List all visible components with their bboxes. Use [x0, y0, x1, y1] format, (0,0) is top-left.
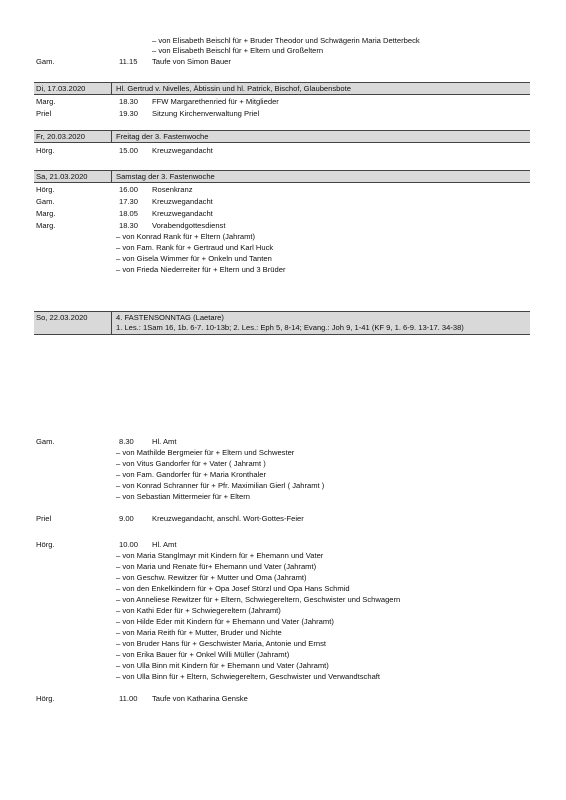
day-title: Samstag der 3. Fastenwoche [116, 172, 215, 181]
intention-line: – von Mathilde Bergmeier für + Eltern und Schwester [116, 448, 295, 457]
event-text: Vorabendgottesdienst [152, 221, 226, 230]
intention-line: – von Vitus Gandorfer für + Vater ( Jahramt ) [116, 459, 266, 468]
event-row [36, 57, 530, 67]
event-text: Kreuzwegandacht [152, 209, 213, 218]
event-text: Hl. Amt [152, 437, 177, 446]
day-date: Di, 17.03.2020 [36, 84, 86, 93]
event-text: FFW Margarethenried für + Mitglieder [152, 97, 279, 106]
event-row [36, 185, 530, 195]
intention-line: – von Fam. Rank für + Gertraud und Karl Huck [116, 243, 274, 252]
intention-line: – von Ulla Binn mit Kindern für + Ehemann und Vater (Jahramt) [116, 661, 329, 670]
intention-line: – von Elisabeth Beischl für + Bruder Theodor und Schwägerin Maria Detterbeck [152, 36, 420, 45]
event-time: 9.00 [119, 514, 134, 523]
event-text: Sitzung Kirchenverwaltung Priel [152, 109, 260, 118]
event-row [36, 97, 530, 107]
event-text: Rosenkranz [152, 185, 193, 194]
intention-line: – von Sebastian Mittermeier für + Eltern [116, 492, 251, 501]
intention-line: – von Hilde Eder mit Kindern für + Ehemann und Vater (Jahramt) [116, 617, 334, 626]
event-time: 18.30 [119, 221, 139, 230]
intention-line: – von Ulla Binn für + Eltern, Schwiegereltern, Geschwister und Verwandtschaft [116, 672, 381, 681]
event-time: 8.30 [119, 437, 134, 446]
header-divider [111, 312, 112, 334]
event-place: Marg. [36, 209, 56, 218]
event-row [36, 209, 530, 219]
event-place: Priel [36, 109, 52, 118]
event-time: 18.05 [119, 209, 139, 218]
event-text: Hl. Amt [152, 540, 177, 549]
header-divider [111, 131, 112, 142]
event-time: 16.00 [119, 185, 139, 194]
day-header [34, 170, 530, 183]
event-text: Taufe von Katharina Genske [152, 694, 248, 703]
intention-line: – von Erika Bauer für + Onkel Willi Müller (Jahramt) [116, 650, 290, 659]
day-header [34, 311, 530, 335]
day-title: 4. FASTENSONNTAG (Laetare) [116, 313, 224, 322]
intention-line: – von den Enkelkindern für + Opa Josef Stürzl und Opa Hans Schmid [116, 584, 350, 593]
event-time: 11.15 [119, 57, 138, 66]
event-text: Kreuzwegandacht [152, 197, 213, 206]
intention-line: – von Konrad Schranner für + Pfr. Maximilian Gierl ( Jahramt ) [116, 481, 325, 490]
intention-line: – von Kathi Eder für + Schwiegereltern (Jahramt) [116, 606, 281, 615]
day-title: Hl. Gertrud v. Nivelles, Äbtissin und hl. Patrick, Bischof, Glaubensbote [116, 84, 351, 93]
intention-line: – von Maria Stanglmayr mit Kindern für + Ehemann und Vater [116, 551, 324, 560]
event-time: 10.00 [119, 540, 139, 549]
intention-line: – von Anneliese Rewitzer für + Eltern, Schwiegereltern, Geschwister und Schwagern [116, 595, 401, 604]
event-place: Gam. [36, 437, 55, 446]
event-place: Hörg. [36, 146, 55, 155]
event-row [36, 146, 530, 156]
event-row [36, 694, 530, 704]
event-place: Hörg. [36, 540, 55, 549]
event-place: Hörg. [36, 185, 55, 194]
event-row [36, 514, 530, 524]
event-time: 18.30 [119, 97, 139, 106]
event-time: 15.00 [119, 146, 139, 155]
event-time: 17.30 [119, 197, 139, 206]
event-text: Kreuzwegandacht, anschl. Wort-Gottes-Feier [152, 514, 304, 523]
event-text: Taufe von Simon Bauer [152, 57, 231, 66]
intention-line: – von Elisabeth Beischl für + Eltern und Großeltern [152, 46, 324, 55]
event-place: Priel [36, 514, 52, 523]
day-date: Fr, 20.03.2020 [36, 132, 85, 141]
event-place: Gam. [36, 197, 55, 206]
event-text: Kreuzwegandacht [152, 146, 213, 155]
day-readings: 1. Les.: 1Sam 16, 1b. 6-7. 10-13b; 2. Les.: Eph 5, 8-14; Evang.: Joh 9, 1-41 (KF 9, 1. 6-9. 13-17. 34-38) [116, 323, 464, 332]
event-place: Marg. [36, 221, 56, 230]
intention-line: – von Gisela Wimmer für + Onkeln und Tanten [116, 254, 272, 263]
event-place: Marg. [36, 97, 56, 106]
event-row [36, 197, 530, 207]
header-divider [111, 83, 112, 94]
intention-line: – von Konrad Rank für + Eltern (Jahramt) [116, 232, 256, 241]
event-place: Gam. [36, 57, 55, 66]
intention-line: – von Bruder Hans für + Geschwister Maria, Antonie und Ernst [116, 639, 326, 648]
event-row [36, 540, 530, 550]
intention-line: – von Fam. Gandorfer für + Maria Kronthaler [116, 470, 267, 479]
event-row [36, 221, 530, 231]
day-date: Sa, 21.03.2020 [36, 172, 88, 181]
day-header [34, 82, 530, 95]
intention-line: – von Maria und Renate für+ Ehemann und Vater (Jahramt) [116, 562, 317, 571]
intention-line: – von Frieda Niederreiter für + Eltern und 3 Brüder [116, 265, 286, 274]
day-date: So, 22.03.2020 [36, 313, 88, 322]
header-divider [111, 171, 112, 182]
event-place: Hörg. [36, 694, 55, 703]
day-title: Freitag der 3. Fastenwoche [116, 132, 209, 141]
intention-line: – von Geschw. Rewitzer für + Mutter und Oma (Jahramt) [116, 573, 307, 582]
day-header [34, 130, 530, 143]
intention-line: – von Maria Reith für + Mutter, Bruder und Nichte [116, 628, 282, 637]
event-row [36, 437, 530, 447]
event-time: 11.00 [119, 694, 138, 703]
event-time: 19.30 [119, 109, 139, 118]
event-row [36, 109, 530, 119]
